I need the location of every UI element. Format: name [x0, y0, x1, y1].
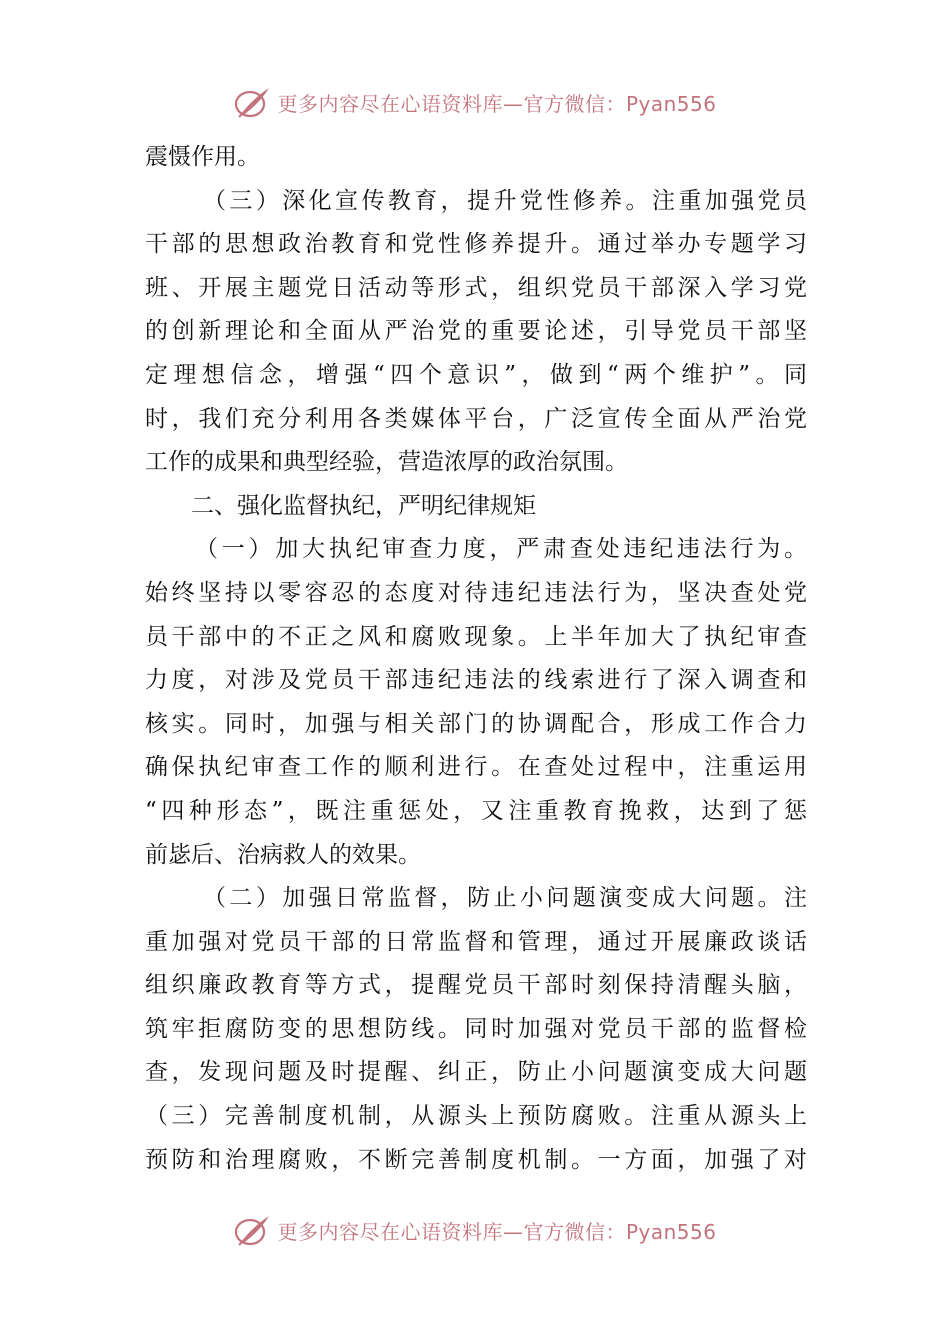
text-line: （三）完善制度机制，从源头上预防腐败。注重从源头上: [145, 1103, 807, 1130]
text-line: 震慑作用。: [145, 144, 260, 170]
text-line: 预防和治理腐败，不断完善制度机制。一方面，加强了对: [145, 1146, 807, 1173]
document-body: [145, 136, 807, 1182]
text-line: 干部的思想政治教育和党性修养提升。通过举办专题学习: [145, 231, 807, 258]
text-line: 前毖后、治病救人的效果。: [145, 841, 421, 868]
section-heading: 二、强化监督执纪，严明纪律规矩: [191, 492, 536, 519]
quill-pen-circle-icon: [233, 1212, 273, 1248]
text-line: 员干部中的不正之风和腐败现象。上半年加大了执纪审查: [145, 623, 807, 650]
text-line: 核实。同时，加强与相关部门的协调配合，形成工作合力: [145, 710, 807, 737]
text-line: （一）加大执纪审查力度，严肃查处违纪违法行为。: [195, 536, 807, 563]
footer-banner-text: 更多内容尽在心语资料库—官方微信：Pyan556: [277, 1219, 717, 1244]
text-line: 确保执纪审查工作的顺利进行。在查处过程中，注重运用: [145, 754, 807, 781]
text-line: 筑牢拒腐防变的思想防线。同时加强对党员干部的监督检: [145, 1015, 807, 1042]
text-line: “四种形态”，既注重惩处，又注重教育挽救，达到了惩: [145, 797, 807, 824]
text-line: 组织廉政教育等方式，提醒党员干部时刻保持清醒头脑，: [145, 972, 807, 999]
text-line: （二）加强日常监督，防止小问题演变成大问题。注: [203, 885, 807, 912]
header-banner-text: 更多内容尽在心语资料库—官方微信：Pyan556: [277, 91, 717, 116]
text-line: 工作的成果和典型经验，营造浓厚的政治氛围。: [145, 449, 628, 476]
text-line: 始终坚持以零容忍的态度对待违纪违法行为，坚决查处党: [145, 579, 807, 606]
text-line: 的创新理论和全面从严治党的重要论述，引导党员干部坚: [145, 318, 807, 345]
text-line: 重加强对党员干部的日常监督和管理，通过开展廉政谈话: [145, 928, 807, 955]
text-line: 定理想信念，增强“四个意识”，做到“两个维护”。同: [145, 361, 807, 388]
quill-pen-circle-icon: [233, 84, 273, 120]
footer-banner: [0, 1208, 950, 1252]
text-line: （三）深化宣传教育，提升党性修养。注重加强党员: [203, 187, 807, 214]
text-line: 时，我们充分利用各类媒体平台，广泛宣传全面从严治党: [145, 405, 807, 432]
text-line: 力度，对涉及党员干部违纪违法的线索进行了深入调查和: [145, 667, 807, 694]
text-line: 查，发现问题及时提醒、纠正，防止小问题演变成大问题: [145, 1059, 807, 1086]
text-line: 班、开展主题党日活动等形式，组织党员干部深入学习党: [145, 274, 807, 301]
header-banner: [0, 80, 950, 124]
